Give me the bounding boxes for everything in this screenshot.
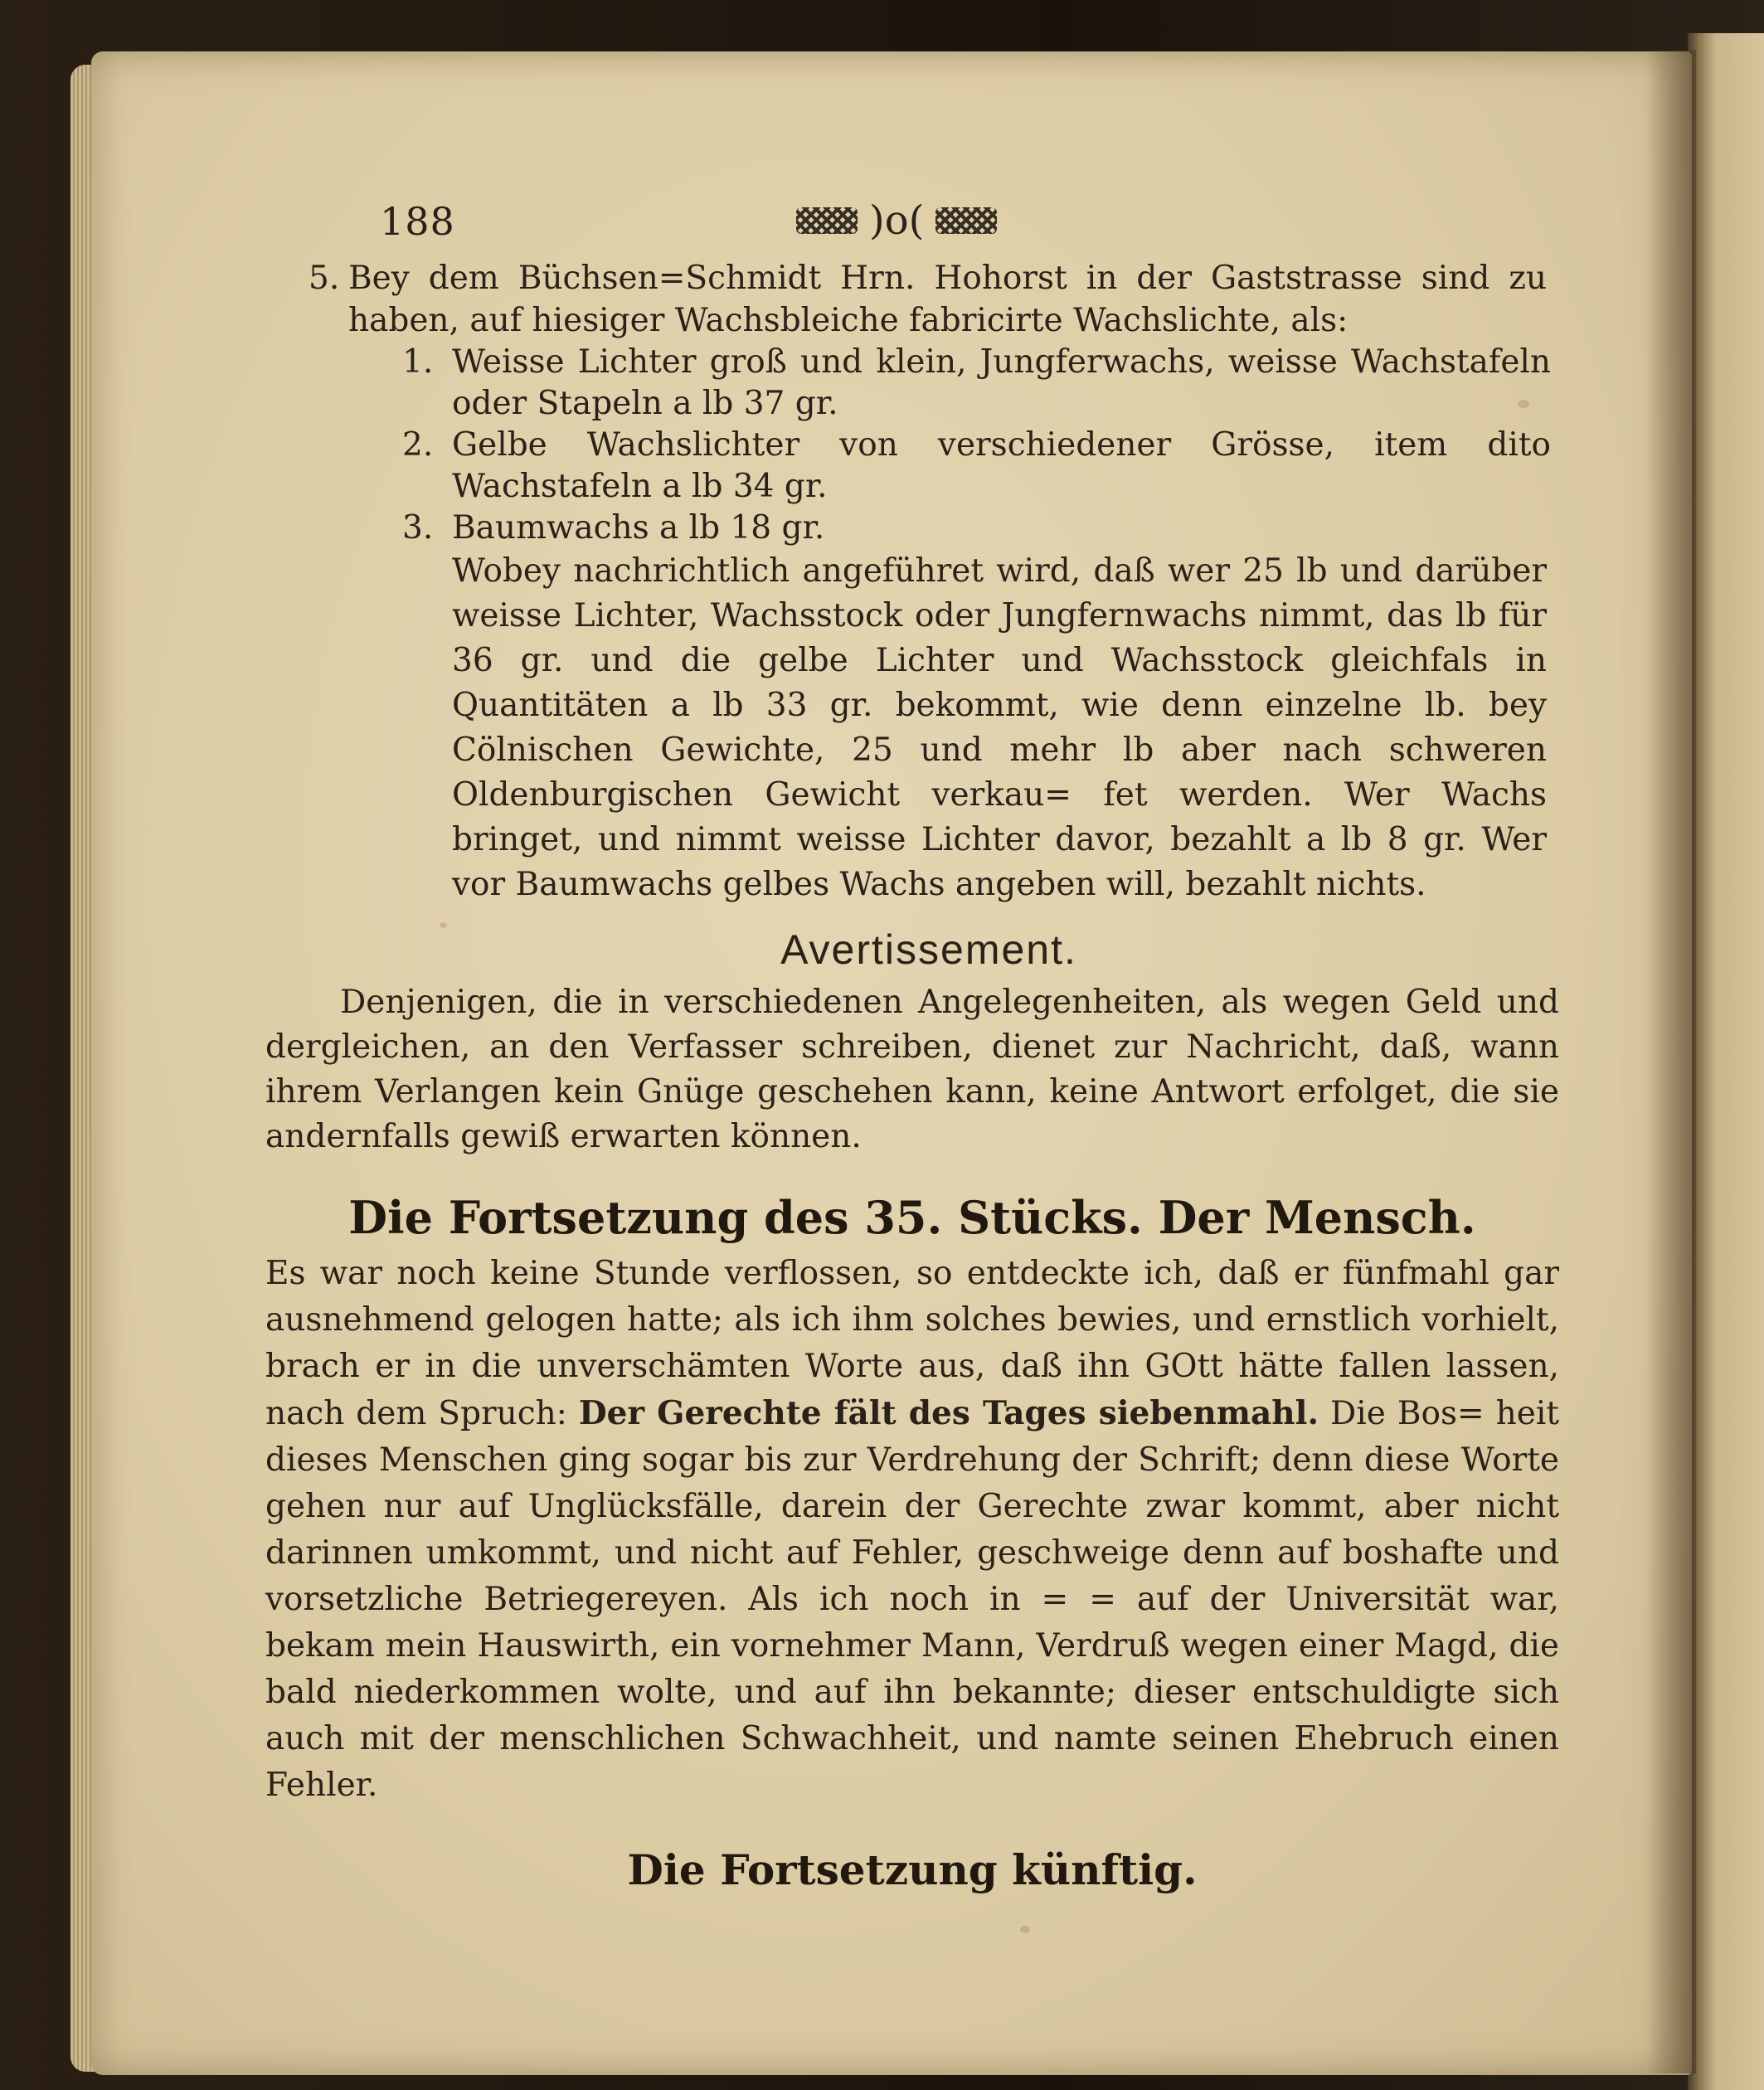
entry-number: 5. bbox=[309, 260, 340, 297]
list-item-text: Gelbe Wachslichter von verschiedener Grösse, item dito Wachstafeln a lb 34 gr. bbox=[452, 426, 1551, 505]
avertissement-paragraph: Denjenigen, die in verschiedenen Angelegenheiten, als wegen Geld und dergleichen, an den Verfasser schreiben, dienet zur Nachricht, daß, wann ihrem Verlangen kein Gnüge geschehen kann, keine Antwort erfolget, die sie andernfalls gewiß erwarten können. bbox=[265, 984, 1559, 1155]
continuation-paragraph bbox=[265, 1251, 1559, 1809]
entry-5-notice: Wobey nachrichtlich angeführet wird, daß wer 25 lb und darüber weisse Lichter, Wachsstock oder Jungfernwachs nimmt, das lb für 36 gr. und die gelbe Lichter und Wachsstock gleichfals in Quantitäten a lb 33 gr. bekommt, wie denn einzelne lb. bey Cölnischen Gewichte, 25 und mehr lb aber nach schweren Oldenburgischen Gewicht verkau= fet werden. Wer Wachs bringet, und nimmt weisse Lichter davor, bezahlt a lb 8 gr. Wer vor Baumwachs gelbes Wachs angeben will, bezahlt nichts. bbox=[452, 552, 1547, 903]
paper-blemish bbox=[1020, 1926, 1030, 1933]
list-item-text: Weisse Lichter groß und klein, Jungferwachs, weisse Wachstafeln oder Stapeln a lb 37 gr. bbox=[452, 343, 1551, 422]
page-header bbox=[265, 197, 1592, 257]
entry-5-list bbox=[402, 342, 1551, 549]
entry-text: Bey dem Büchsen=Schmidt Hrn. Hohorst in der Gaststrasse sind zu haben, auf hiesiger Wachsbleiche fabricirte Wachslichte, als: bbox=[348, 260, 1547, 339]
closing-heading: Die Fortsetzung künftig. bbox=[627, 1845, 1198, 1894]
list-item-text: Baumwachs a lb 18 gr. bbox=[452, 509, 825, 547]
avertissement-heading: Avertissement. bbox=[780, 926, 1077, 973]
continuation-text-after: Die Bos= heit dieses Menschen ging sogar bis zur Verdrehung der Schrift; denn diese Worte gehen nur auf Unglücksfälle, darein der Gerechte zwar kommt, aber nicht darinnen umkommt, und nicht auf Fehler, geschweige denn auf boshafte und vorsetzliche Betriegereyen. Als ich noch in = = auf der Universität war, bekam mein Hauswirth, ein vornehmer Mann, Verdruß wegen einer Magd, die bald niederkommen wolte, und auf ihn bekannte; dieser entschuldigte sich auch mit der menschlichen Schwachheit, und namte seinen Ehebruch einen Fehler. bbox=[265, 1395, 1559, 1804]
list-item-number: 1. bbox=[402, 343, 434, 381]
continuation-heading: Die Fortsetzung des 35. Stücks. Der Mensch. bbox=[348, 1191, 1476, 1244]
page-text bbox=[265, 197, 1592, 1894]
running-head-text: )o( bbox=[869, 197, 925, 244]
list-item-number: 3. bbox=[402, 509, 434, 547]
running-head bbox=[796, 197, 997, 244]
ornament-right-icon bbox=[935, 207, 997, 234]
list-item bbox=[402, 425, 1551, 508]
list-item bbox=[402, 508, 1551, 549]
facing-page-edge bbox=[1688, 33, 1764, 2090]
continuation-text-before: Es war noch keine Stunde verflossen, so entdeckte ich, daß er fünfmahl gar ausnehmend gelogen hatte; als ich ihm solches bewies, und ernstlich vorhielt, brach er in die unverschämten Worte aus, daß ihn GOtt hätte fallen lassen, nach dem Spruch: bbox=[265, 1255, 1559, 1432]
ornament-left-icon bbox=[796, 207, 858, 234]
entry-5 bbox=[309, 257, 1547, 342]
gutter-shadow bbox=[1646, 50, 1696, 2073]
list-item-number: 2. bbox=[402, 426, 434, 464]
bible-quote: Der Gerechte fält des Tages siebenmahl. bbox=[578, 1394, 1319, 1432]
list-item bbox=[402, 342, 1551, 425]
page-number: 188 bbox=[380, 199, 455, 244]
